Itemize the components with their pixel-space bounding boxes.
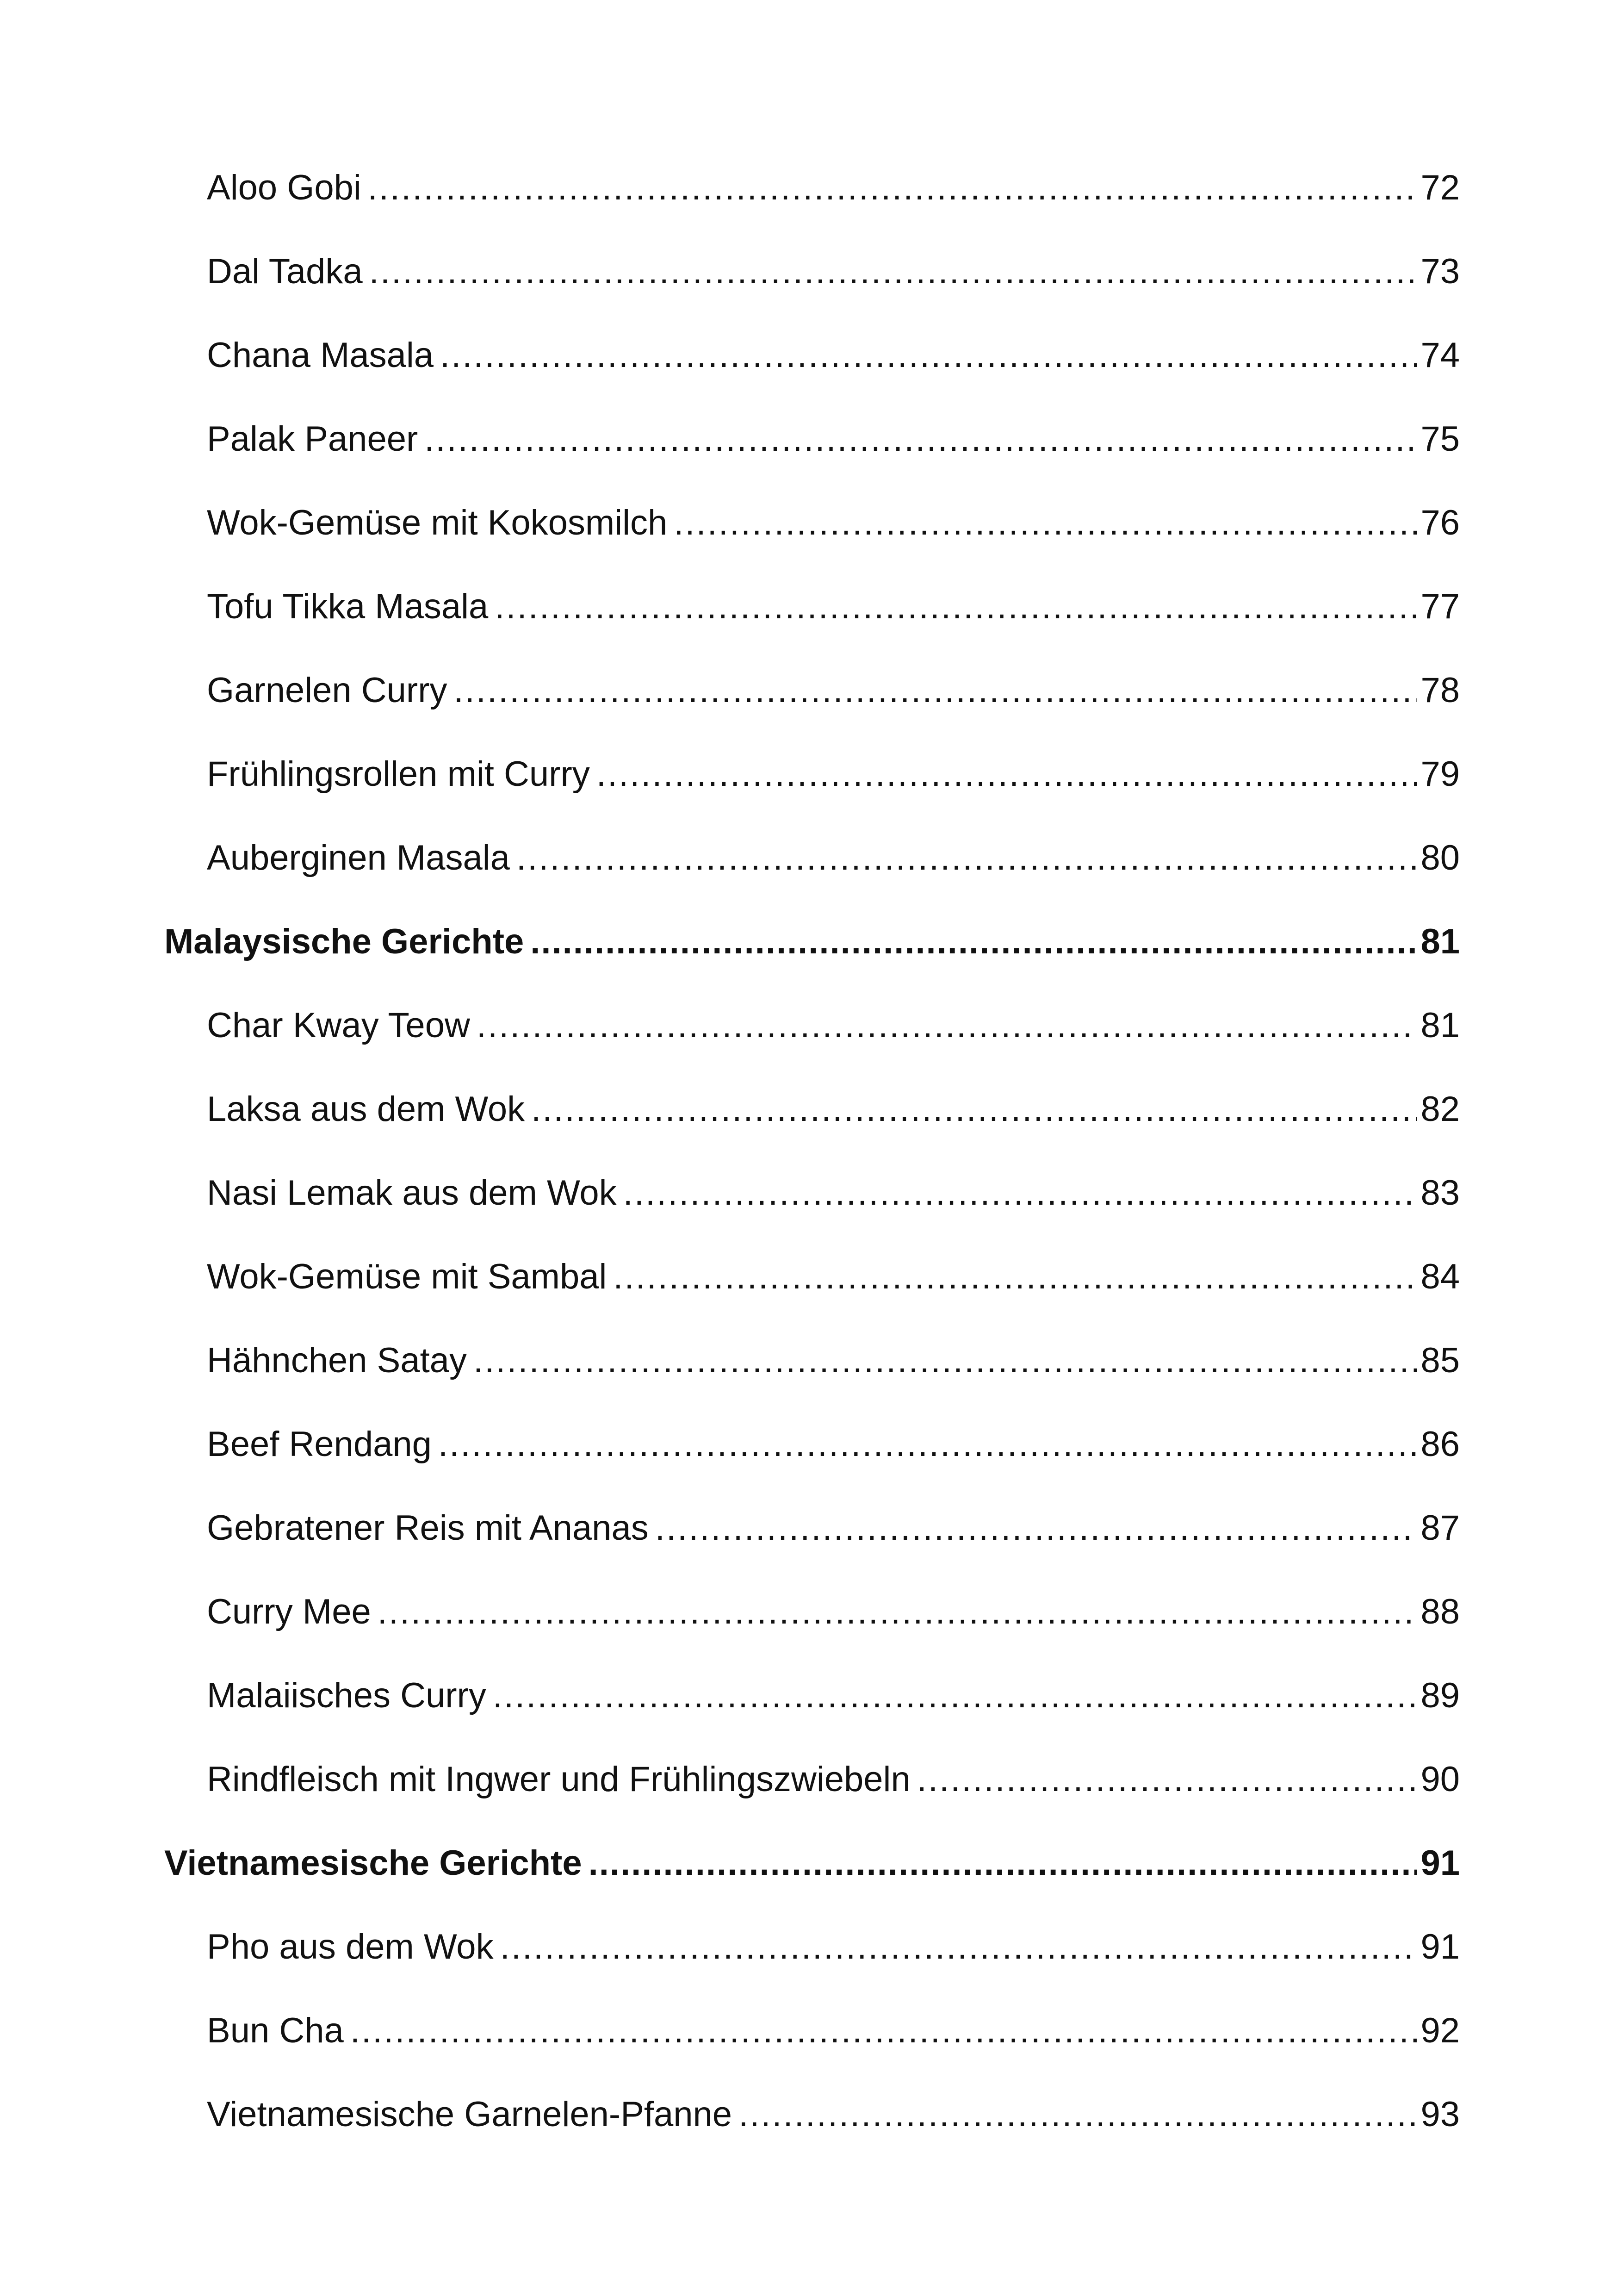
toc-entry[interactable] bbox=[164, 648, 1460, 732]
dot-leader bbox=[440, 313, 1417, 397]
toc-page-number: 84 bbox=[1420, 1257, 1460, 1296]
toc-entry-title: Bun Cha bbox=[207, 2011, 344, 2050]
toc-entry[interactable] bbox=[164, 1402, 1460, 1486]
toc-entry-title: Garnelen Curry bbox=[207, 671, 447, 710]
dot-leader bbox=[917, 1737, 1417, 1821]
toc-entry[interactable] bbox=[164, 1570, 1460, 1654]
toc-entry-title: Frühlingsrollen mit Curry bbox=[207, 754, 590, 794]
toc-entry-title: Palak Paneer bbox=[207, 419, 418, 459]
toc-page-number: 91 bbox=[1420, 1843, 1460, 1883]
toc-entry[interactable] bbox=[164, 983, 1460, 1067]
toc-entry-title: Malaiisches Curry bbox=[207, 1676, 486, 1715]
toc-section-heading[interactable] bbox=[164, 900, 1460, 983]
toc-page-number: 90 bbox=[1420, 1760, 1460, 1799]
toc-entry[interactable] bbox=[164, 481, 1460, 565]
toc-entry[interactable] bbox=[164, 816, 1460, 900]
toc-page-number: 85 bbox=[1420, 1341, 1460, 1380]
toc-entry-title: Chana Masala bbox=[207, 336, 434, 375]
toc-entry[interactable] bbox=[164, 230, 1460, 313]
toc-entry[interactable] bbox=[164, 1737, 1460, 1821]
toc-page-number: 82 bbox=[1420, 1089, 1460, 1129]
toc-entry-title: Char Kway Teow bbox=[207, 1006, 470, 1045]
toc-entry-title: Rindfleisch mit Ingwer und Frühlingszwiebeln bbox=[207, 1760, 911, 1799]
toc-entry-title: Vietnamesische Gerichte bbox=[164, 1843, 582, 1883]
dot-leader bbox=[530, 900, 1417, 983]
toc-page-number: 74 bbox=[1420, 336, 1460, 375]
toc-entry-title: Nasi Lemak aus dem Wok bbox=[207, 1173, 617, 1213]
toc-page-number: 73 bbox=[1420, 252, 1460, 291]
dot-leader bbox=[655, 1486, 1417, 1570]
toc-page-number: 86 bbox=[1420, 1425, 1460, 1464]
toc-entry-title: Dal Tadka bbox=[207, 252, 363, 291]
dot-leader bbox=[623, 1151, 1417, 1235]
dot-leader bbox=[473, 1319, 1417, 1402]
toc-page-number: 77 bbox=[1420, 587, 1460, 626]
toc-entry-title: Curry Mee bbox=[207, 1592, 371, 1631]
dot-leader bbox=[674, 481, 1417, 565]
dot-leader bbox=[589, 1821, 1417, 1905]
table-of-contents bbox=[164, 146, 1460, 2156]
toc-page-number: 75 bbox=[1420, 419, 1460, 459]
toc-page-number: 80 bbox=[1420, 838, 1460, 877]
toc-page-number: 87 bbox=[1420, 1508, 1460, 1548]
toc-entry[interactable] bbox=[164, 565, 1460, 648]
toc-entry[interactable] bbox=[164, 1989, 1460, 2072]
toc-entry-title: Laksa aus dem Wok bbox=[207, 1089, 525, 1129]
dot-leader bbox=[350, 1989, 1417, 2072]
toc-entry-title: Vietnamesische Garnelen-Pfanne bbox=[207, 2095, 732, 2134]
toc-section-heading[interactable] bbox=[164, 1821, 1460, 1905]
toc-entry[interactable] bbox=[164, 732, 1460, 816]
toc-page-number: 81 bbox=[1420, 1006, 1460, 1045]
dot-leader bbox=[454, 648, 1417, 732]
toc-entry[interactable] bbox=[164, 397, 1460, 481]
dot-leader bbox=[493, 1654, 1417, 1737]
dot-leader bbox=[613, 1235, 1417, 1319]
toc-page-number: 92 bbox=[1420, 2011, 1460, 2050]
toc-entry[interactable] bbox=[164, 146, 1460, 230]
toc-entry-title: Tofu Tikka Masala bbox=[207, 587, 489, 626]
toc-entry[interactable] bbox=[164, 1319, 1460, 1402]
toc-entry-title: Aloo Gobi bbox=[207, 168, 361, 207]
toc-page-number: 88 bbox=[1420, 1592, 1460, 1631]
toc-entry[interactable] bbox=[164, 1905, 1460, 1989]
toc-page-number: 89 bbox=[1420, 1676, 1460, 1715]
toc-page-number: 83 bbox=[1420, 1173, 1460, 1213]
dot-leader bbox=[477, 983, 1417, 1067]
toc-page-number: 79 bbox=[1420, 754, 1460, 794]
dot-leader bbox=[516, 816, 1417, 900]
toc-entry[interactable] bbox=[164, 1067, 1460, 1151]
dot-leader bbox=[738, 2072, 1417, 2156]
toc-entry-title: Pho aus dem Wok bbox=[207, 1927, 494, 1966]
toc-page-number: 81 bbox=[1420, 922, 1460, 961]
toc-entry[interactable] bbox=[164, 313, 1460, 397]
dot-leader bbox=[369, 230, 1417, 313]
toc-entry-title: Hähnchen Satay bbox=[207, 1341, 467, 1380]
dot-leader bbox=[378, 1570, 1417, 1654]
toc-entry-title: Beef Rendang bbox=[207, 1425, 432, 1464]
dot-leader bbox=[495, 565, 1417, 648]
toc-page-number: 76 bbox=[1420, 503, 1460, 542]
toc-entry-title: Gebratener Reis mit Ananas bbox=[207, 1508, 649, 1548]
dot-leader bbox=[368, 146, 1417, 230]
toc-entry-title: Malaysische Gerichte bbox=[164, 922, 524, 961]
toc-entry[interactable] bbox=[164, 1654, 1460, 1737]
dot-leader bbox=[500, 1905, 1417, 1989]
toc-entry[interactable] bbox=[164, 2072, 1460, 2156]
dot-leader bbox=[424, 397, 1417, 481]
dot-leader bbox=[531, 1067, 1417, 1151]
toc-entry-title: Wok-Gemüse mit Kokosmilch bbox=[207, 503, 668, 542]
toc-page-number: 72 bbox=[1420, 168, 1460, 207]
toc-entry[interactable] bbox=[164, 1486, 1460, 1570]
toc-entry-title: Auberginen Masala bbox=[207, 838, 510, 877]
toc-page-number: 78 bbox=[1420, 671, 1460, 710]
toc-entry[interactable] bbox=[164, 1151, 1460, 1235]
toc-entry-title: Wok-Gemüse mit Sambal bbox=[207, 1257, 607, 1296]
toc-page-number: 93 bbox=[1420, 2095, 1460, 2134]
dot-leader bbox=[438, 1402, 1417, 1486]
dot-leader bbox=[596, 732, 1417, 816]
toc-page-number: 91 bbox=[1420, 1927, 1460, 1966]
toc-entry[interactable] bbox=[164, 1235, 1460, 1319]
